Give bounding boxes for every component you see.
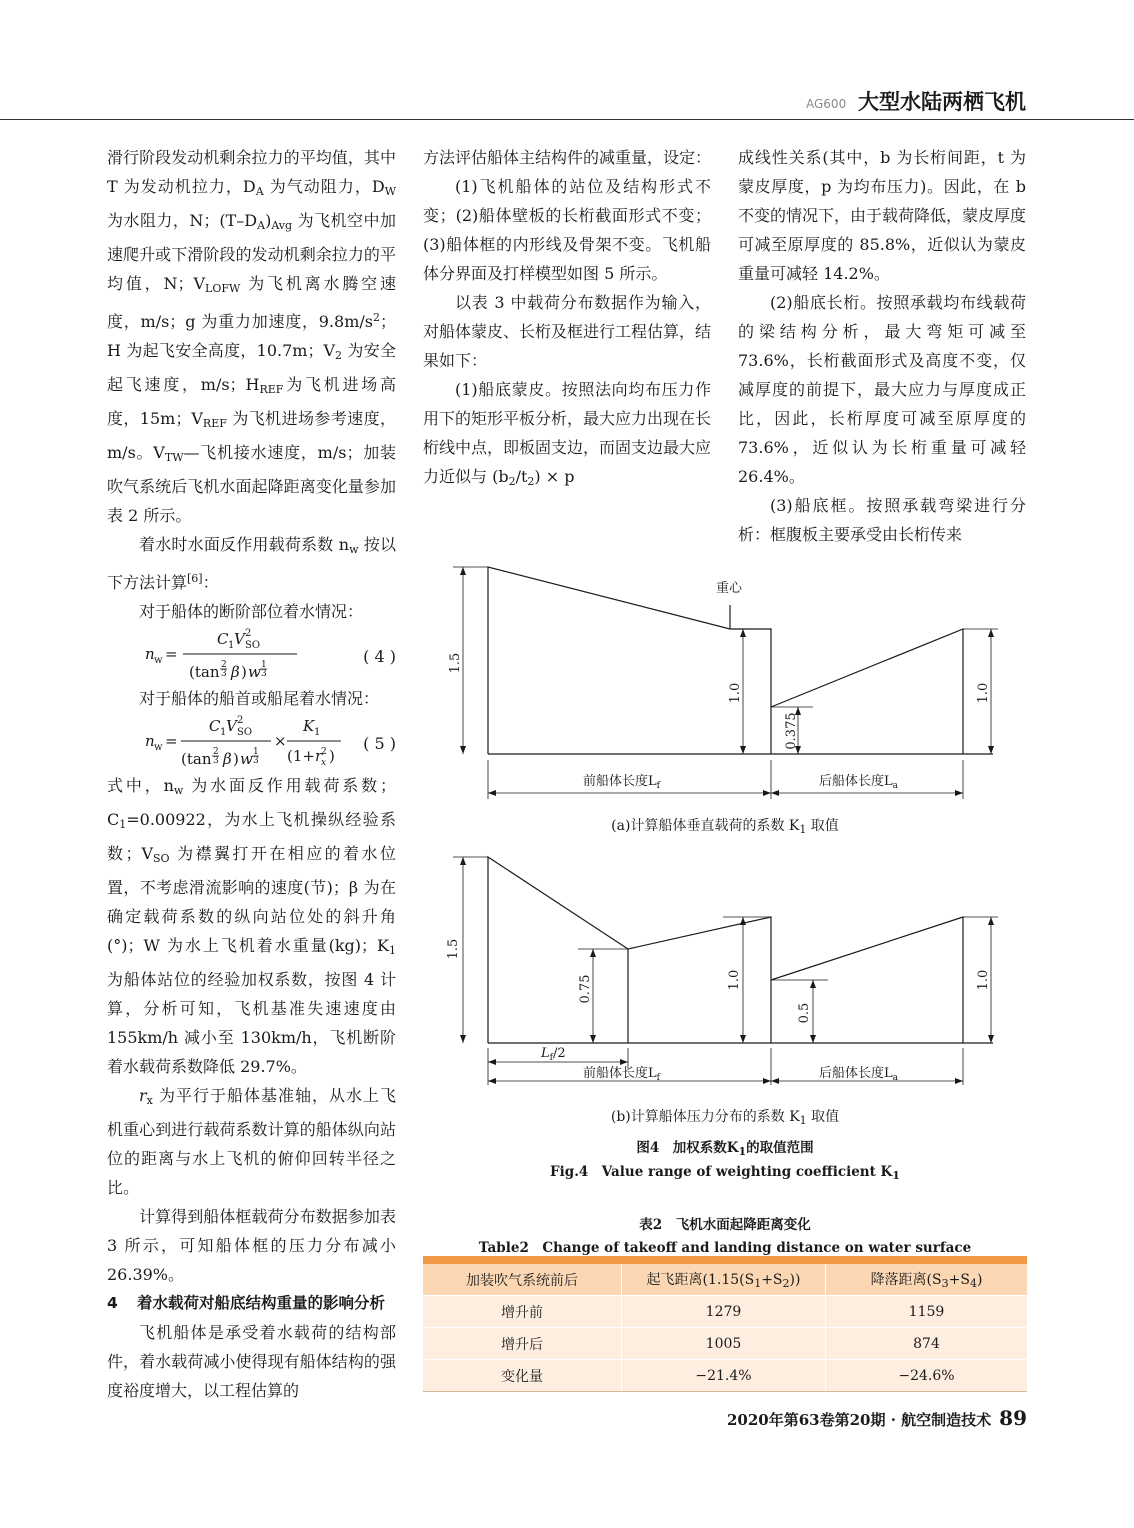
table2-header-2: 起飞距离$(1.15(S_1+S_2))$ (622, 1260, 826, 1296)
table2-cell-label: 变化量 (423, 1360, 622, 1392)
svg-text:3: 3 (221, 669, 227, 679)
table2-cell-takeoff: 1005 (622, 1328, 826, 1360)
fig4b-dim-1: 1.5 (446, 938, 461, 960)
svg-text:): ) (241, 663, 247, 681)
paragraph-6: $r_x$ 为平行于船体基准轴，从水上飞机重心到进行载荷系数计算的船体纵向站位的距离与水上飞机的俯仰回转半径之比。 (107, 1086, 396, 1197)
paragraph-4: 对于船体的船首或船尾着水情况： (139, 689, 380, 708)
table2-header-row (423, 1260, 1027, 1296)
fig4a-dim-3: 0.375 (784, 712, 799, 750)
svg-text:C: C (209, 717, 221, 735)
paragraph-c3-3: (3)船底框。按照承载弯梁进行分析：框腹板主要承受由长桁传来 (738, 496, 1026, 544)
table2-cell-landing: −24.6% (826, 1360, 1028, 1392)
table-row (423, 1328, 1027, 1360)
svg-text:x: x (321, 758, 327, 768)
svg-text:3: 3 (261, 669, 267, 679)
fig4a-aft-label: 后船体长度$L_a$ (819, 774, 899, 791)
table2 (423, 1256, 1027, 1392)
svg-text:2: 2 (237, 715, 244, 726)
paragraph-3: 对于船体的断阶部位着水情况： (139, 602, 364, 621)
table2-cell-landing: 1159 (826, 1296, 1028, 1328)
fig4b-dim-5: 1.0 (976, 969, 991, 991)
svg-text:w: w (154, 742, 163, 753)
equation-4-number: ( 4 ) (363, 647, 396, 666)
paragraph-1: 滑行阶段发动机剩余拉力的平均值，其中 T 为发动机拉力，$D_A$ 为气动阻力，$D_W$ 为水阻力，N；$(T-D_A)_{Avg}$ 为飞机空中加速爬升或下滑阶段的发动机剩余拉力的平均值，N；$V_{LOFW}$ 为飞机离水腾空速度，m/s；g 为重力加速度，$9.8m/s^2$；H 为起飞安全高度，10.7m；$V_2$ 为安全起飞速度，m/s；$H_{REF}$为飞机进场高度，15m；$V_{REF}$ 为飞机进场参考速度，m/s。$V_{TW}—$飞机接水速度，m/s；加装吹气系统后飞机水面起降距离变化量参加表 2 所示。 (107, 148, 396, 525)
svg-text:V: V (226, 717, 237, 735)
fig4b-half-label: $L_f/2$ (541, 1046, 566, 1063)
figure-4a-diagram (423, 555, 1027, 805)
fig4-title-en: Fig.4 Value range of weighting coefficient $K_1$ (550, 1164, 900, 1182)
svg-text:K: K (303, 717, 315, 735)
header-title: 大型水陆两栖飞机 (858, 90, 1026, 114)
paragraph-2: 着水时水面反作用载荷系数 $n_w$ 按以下方法计算[6]： (107, 535, 396, 592)
svg-text:V: V (234, 630, 245, 648)
fig4b-fore-label: 前船体长度$L_f$ (583, 1066, 660, 1083)
table2-cell-takeoff: −21.4% (622, 1360, 826, 1392)
table2-title-en: Table2 Change of takeoff and landing distance on water surface (478, 1240, 972, 1256)
fig4a-dim-4: 1.0 (976, 682, 991, 704)
svg-text:SO: SO (237, 727, 253, 738)
table2-cell-landing: 874 (826, 1328, 1028, 1360)
page-number: 89 (999, 1406, 1027, 1430)
svg-text:=: = (165, 732, 178, 750)
svg-text:r: r (315, 747, 323, 765)
figure-4b-diagram (423, 845, 1027, 1095)
table-row (423, 1360, 1027, 1392)
svg-text:1: 1 (228, 640, 235, 651)
svg-text:SO: SO (245, 640, 261, 651)
equation-4-formula (137, 626, 377, 684)
svg-text:w: w (240, 750, 253, 768)
fig4a-aft-profile (771, 629, 963, 754)
svg-text:×: × (274, 732, 287, 750)
svg-text:C: C (217, 630, 229, 648)
fig4b-dim-2: 0.75 (578, 974, 593, 1004)
svg-text:2: 2 (245, 628, 252, 639)
fig4b-dim-3: 1.0 (727, 969, 742, 991)
header-series: AG600 (806, 97, 847, 111)
table2-cell-label: 增升前 (423, 1296, 622, 1328)
fig4a-cg-label: 重心 (716, 581, 743, 596)
text-column-1 (107, 143, 396, 1405)
fig4b-aft-label: 后船体长度$L_a$ (819, 1066, 899, 1083)
fig4b-dim-4: 0.5 (797, 1002, 812, 1024)
text-column-3 (738, 143, 1026, 549)
fig4b-caption: (b)计算船体压力分布的系数 $K_1$ 取值 (610, 1109, 840, 1127)
paragraph-8: 飞机船体是承受着水载荷的结构部件，着水载荷减小使得现有船体结构的强度裕度增大，以工程估算的 (107, 1323, 396, 1400)
paragraph-5: 式中，$n_w$ 为水面反作用载荷系数；$C_1=0.00922$，为水上飞机操纵经验系数；$V_{SO}$ 为襟翼打开在相应的着水位置，不考虑滑流影响的速度(节)；β 为在确定载荷系数的纵向站位处的斜升角(°)；W 为水上飞机着水重量(kg)；$K_1$ 为船体站位的经验加权系数，按图 4 计算，分析可知，飞机基准失速速度由 155km/h 减小至 130km/h，飞机断阶着水载荷系数降低 29.7%。 (107, 776, 396, 1076)
table2-title-cn: 表2 飞机水面起降距离变化 (639, 1217, 811, 1233)
section-heading-4: 4 着水载荷对船底结构重量的影响分析 (107, 1294, 386, 1312)
svg-text:2: 2 (213, 747, 219, 757)
svg-text:(tan: (tan (181, 750, 212, 768)
table2-header-3: 降落距离$(S_3+S_4)$ (826, 1260, 1028, 1296)
svg-text:(1+: (1+ (287, 747, 315, 765)
fig4a-dim-1: 1.5 (448, 652, 463, 674)
paragraph-c2-2: (1)飞机船体的站位及结构形式不变；(2)船体壁板的长桁截面形式不变；(3)船体框的内形线及骨架不变。飞机船体分界面及打样模型如图 5 所示。 (423, 177, 711, 283)
paragraph-c2-4: (1)船底蒙皮。按照法向均布压力作用下的矩形平板分析，最大应力出现在长桁线中点，即板固支边，而固支边最大应力近似与 $(b_2/t_2) \times p$ (423, 380, 712, 488)
svg-text:1: 1 (314, 727, 321, 738)
paragraph-c3-2: (2)船底长桁。按照承载均布线载荷的梁结构分析，最大弯矩可减至 73.6%，长桁截面形式及高度不变，仅减厚度的前提下，最大应力与厚度成正比，因此，长桁厚度可减至原厚度的 73.6%，近似认为长桁重量可减轻 26.4%。 (738, 293, 1026, 486)
fig4b-fore-profile (488, 857, 771, 1043)
equation-4 (107, 626, 396, 684)
header-rule (0, 119, 1134, 120)
fig4a-fore-label: 前船体长度$L_f$ (583, 774, 660, 791)
svg-text:1: 1 (253, 747, 259, 757)
fig4-title-cn: 图4 加权系数$K_1$的取值范围 (636, 1140, 814, 1158)
svg-text:3: 3 (213, 756, 219, 766)
table2-cell-label: 增升后 (423, 1328, 622, 1360)
fig4a-dim-2: 1.0 (728, 682, 743, 704)
svg-text:n: n (145, 732, 155, 750)
svg-text:w: w (154, 655, 163, 666)
svg-text:2: 2 (321, 747, 327, 757)
paragraph-c3-1: 成线性关系(其中，b 为长桁间距，t 为蒙皮厚度，p 为均布压力)。因此，在 b 不变的情况下，由于载荷降低，蒙皮厚度可减至原厚度的 85.8%，近似认为蒙皮重量可减轻 14.2%。 (738, 148, 1027, 283)
table-row (423, 1296, 1027, 1328)
table2-cell-takeoff: 1279 (622, 1296, 826, 1328)
svg-text:): ) (329, 747, 335, 765)
equation-5-formula (137, 713, 377, 771)
paragraph-c2-1: 方法评估船体主结构件的减重量，设定： (423, 148, 712, 167)
footer-journal: 2020年第63卷第20期 · 航空制造技术 (726, 1411, 992, 1429)
paragraph-7: 计算得到船体框载荷分布数据参加表 3 所示，可知船体框的压力分布减小 26.39%。 (107, 1207, 396, 1284)
svg-text:): ) (233, 750, 239, 768)
svg-text:β: β (223, 750, 232, 768)
page-footer (727, 1406, 1027, 1430)
table2-header-1: 加装吹气系统前后 (423, 1260, 622, 1296)
equation-5-number: ( 5 ) (363, 734, 396, 753)
equation-5 (107, 713, 396, 771)
svg-text:β: β (231, 663, 240, 681)
svg-text:w: w (248, 663, 261, 681)
svg-text:n: n (145, 645, 155, 663)
svg-text:2: 2 (221, 660, 227, 670)
svg-text:=: = (165, 645, 178, 663)
paragraph-c2-3: 以表 3 中载荷分布数据作为输入，对船体蒙皮、长桁及框进行工程估算，结果如下： (423, 293, 712, 370)
fig4a-caption: (a)计算船体垂直载荷的系数 $K_1$ 取值 (611, 818, 839, 836)
svg-text:(tan: (tan (189, 663, 220, 681)
svg-text:1: 1 (261, 660, 267, 670)
text-column-2 (423, 143, 711, 496)
svg-text:3: 3 (253, 756, 259, 766)
svg-text:1: 1 (220, 727, 227, 738)
